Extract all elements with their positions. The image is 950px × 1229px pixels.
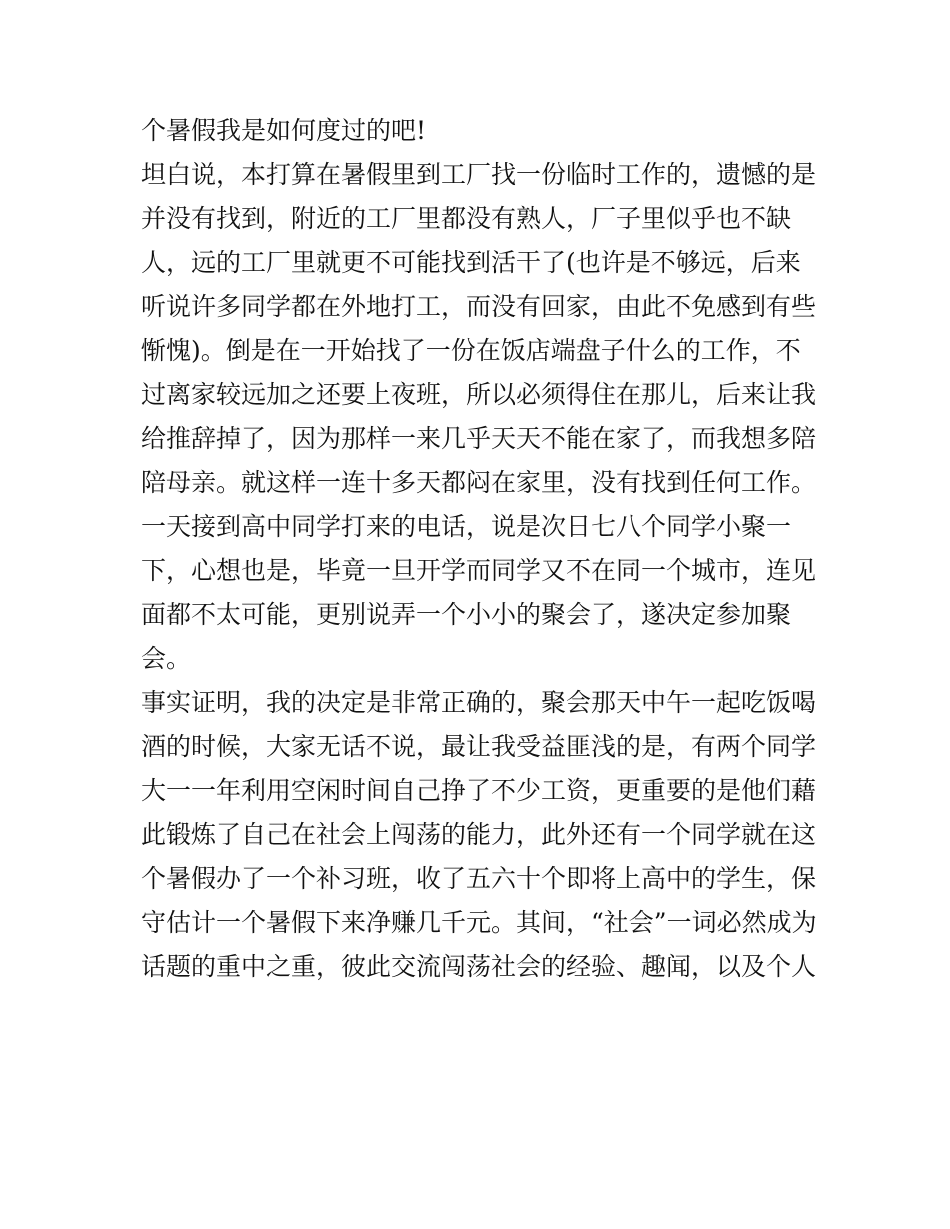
text-line: 个暑假我是如何度过的吧! <box>141 116 427 145</box>
text-line: 过离家较远加之还要上夜班，所以必须得住在那儿，后来让我 <box>141 380 817 409</box>
text-line: 个暑假办了一个补习班，收了五六十个即将上高中的学生，保 <box>141 864 817 893</box>
text-line: 一天接到高中同学打来的电话，说是次日七八个同学小聚一 <box>141 512 792 541</box>
text-line: 面都不太可能，更别说弄一个小小的聚会了，遂决定参加聚 <box>141 600 792 629</box>
text-line: 惭愧)。倒是在一开始找了一份在饭店端盘子什么的工作，不 <box>141 336 801 365</box>
text-line: 人，远的工厂里就更不可能找到活干了(也许是不够远，后来 <box>141 248 801 277</box>
text-line: 坦白说，本打算在暑假里到工厂找一份临时工作的，遗憾的是 <box>141 160 817 189</box>
text-line: 此锻炼了自己在社会上闯荡的能力，此外还有一个同学就在这 <box>141 820 817 849</box>
text-line: 给推辞掉了，因为那样一来几乎天天不能在家了，而我想多陪 <box>141 424 817 453</box>
text-line: 守估计一个暑假下来净赚几千元。其间，“社会”一词必然成为 <box>141 908 817 937</box>
text-line: 大一一年利用空闲时间自己挣了不少工资，更重要的是他们藉 <box>141 776 817 805</box>
text-line: 并没有找到，附近的工厂里都没有熟人，厂子里似乎也不缺 <box>141 204 792 233</box>
text-line: 听说许多同学都在外地打工，而没有回家，由此不免感到有些 <box>141 292 817 321</box>
text-line: 酒的时候，大家无话不说，最让我受益匪浅的是，有两个同学 <box>141 732 817 761</box>
text-line: 事实证明，我的决定是非常正确的，聚会那天中午一起吃饭喝 <box>141 688 817 717</box>
text-line: 会。 <box>141 644 192 673</box>
body-text <box>141 109 821 989</box>
text-line: 话题的重中之重，彼此交流闯荡社会的经验、趣闻，以及个人 <box>141 952 817 981</box>
text-line: 下，心想也是，毕竟一旦开学而同学又不在同一个城市，连见 <box>141 556 817 585</box>
text-line: 陪母亲。就这样一连十多天都闷在家里，没有找到任何工作。 <box>141 468 817 497</box>
